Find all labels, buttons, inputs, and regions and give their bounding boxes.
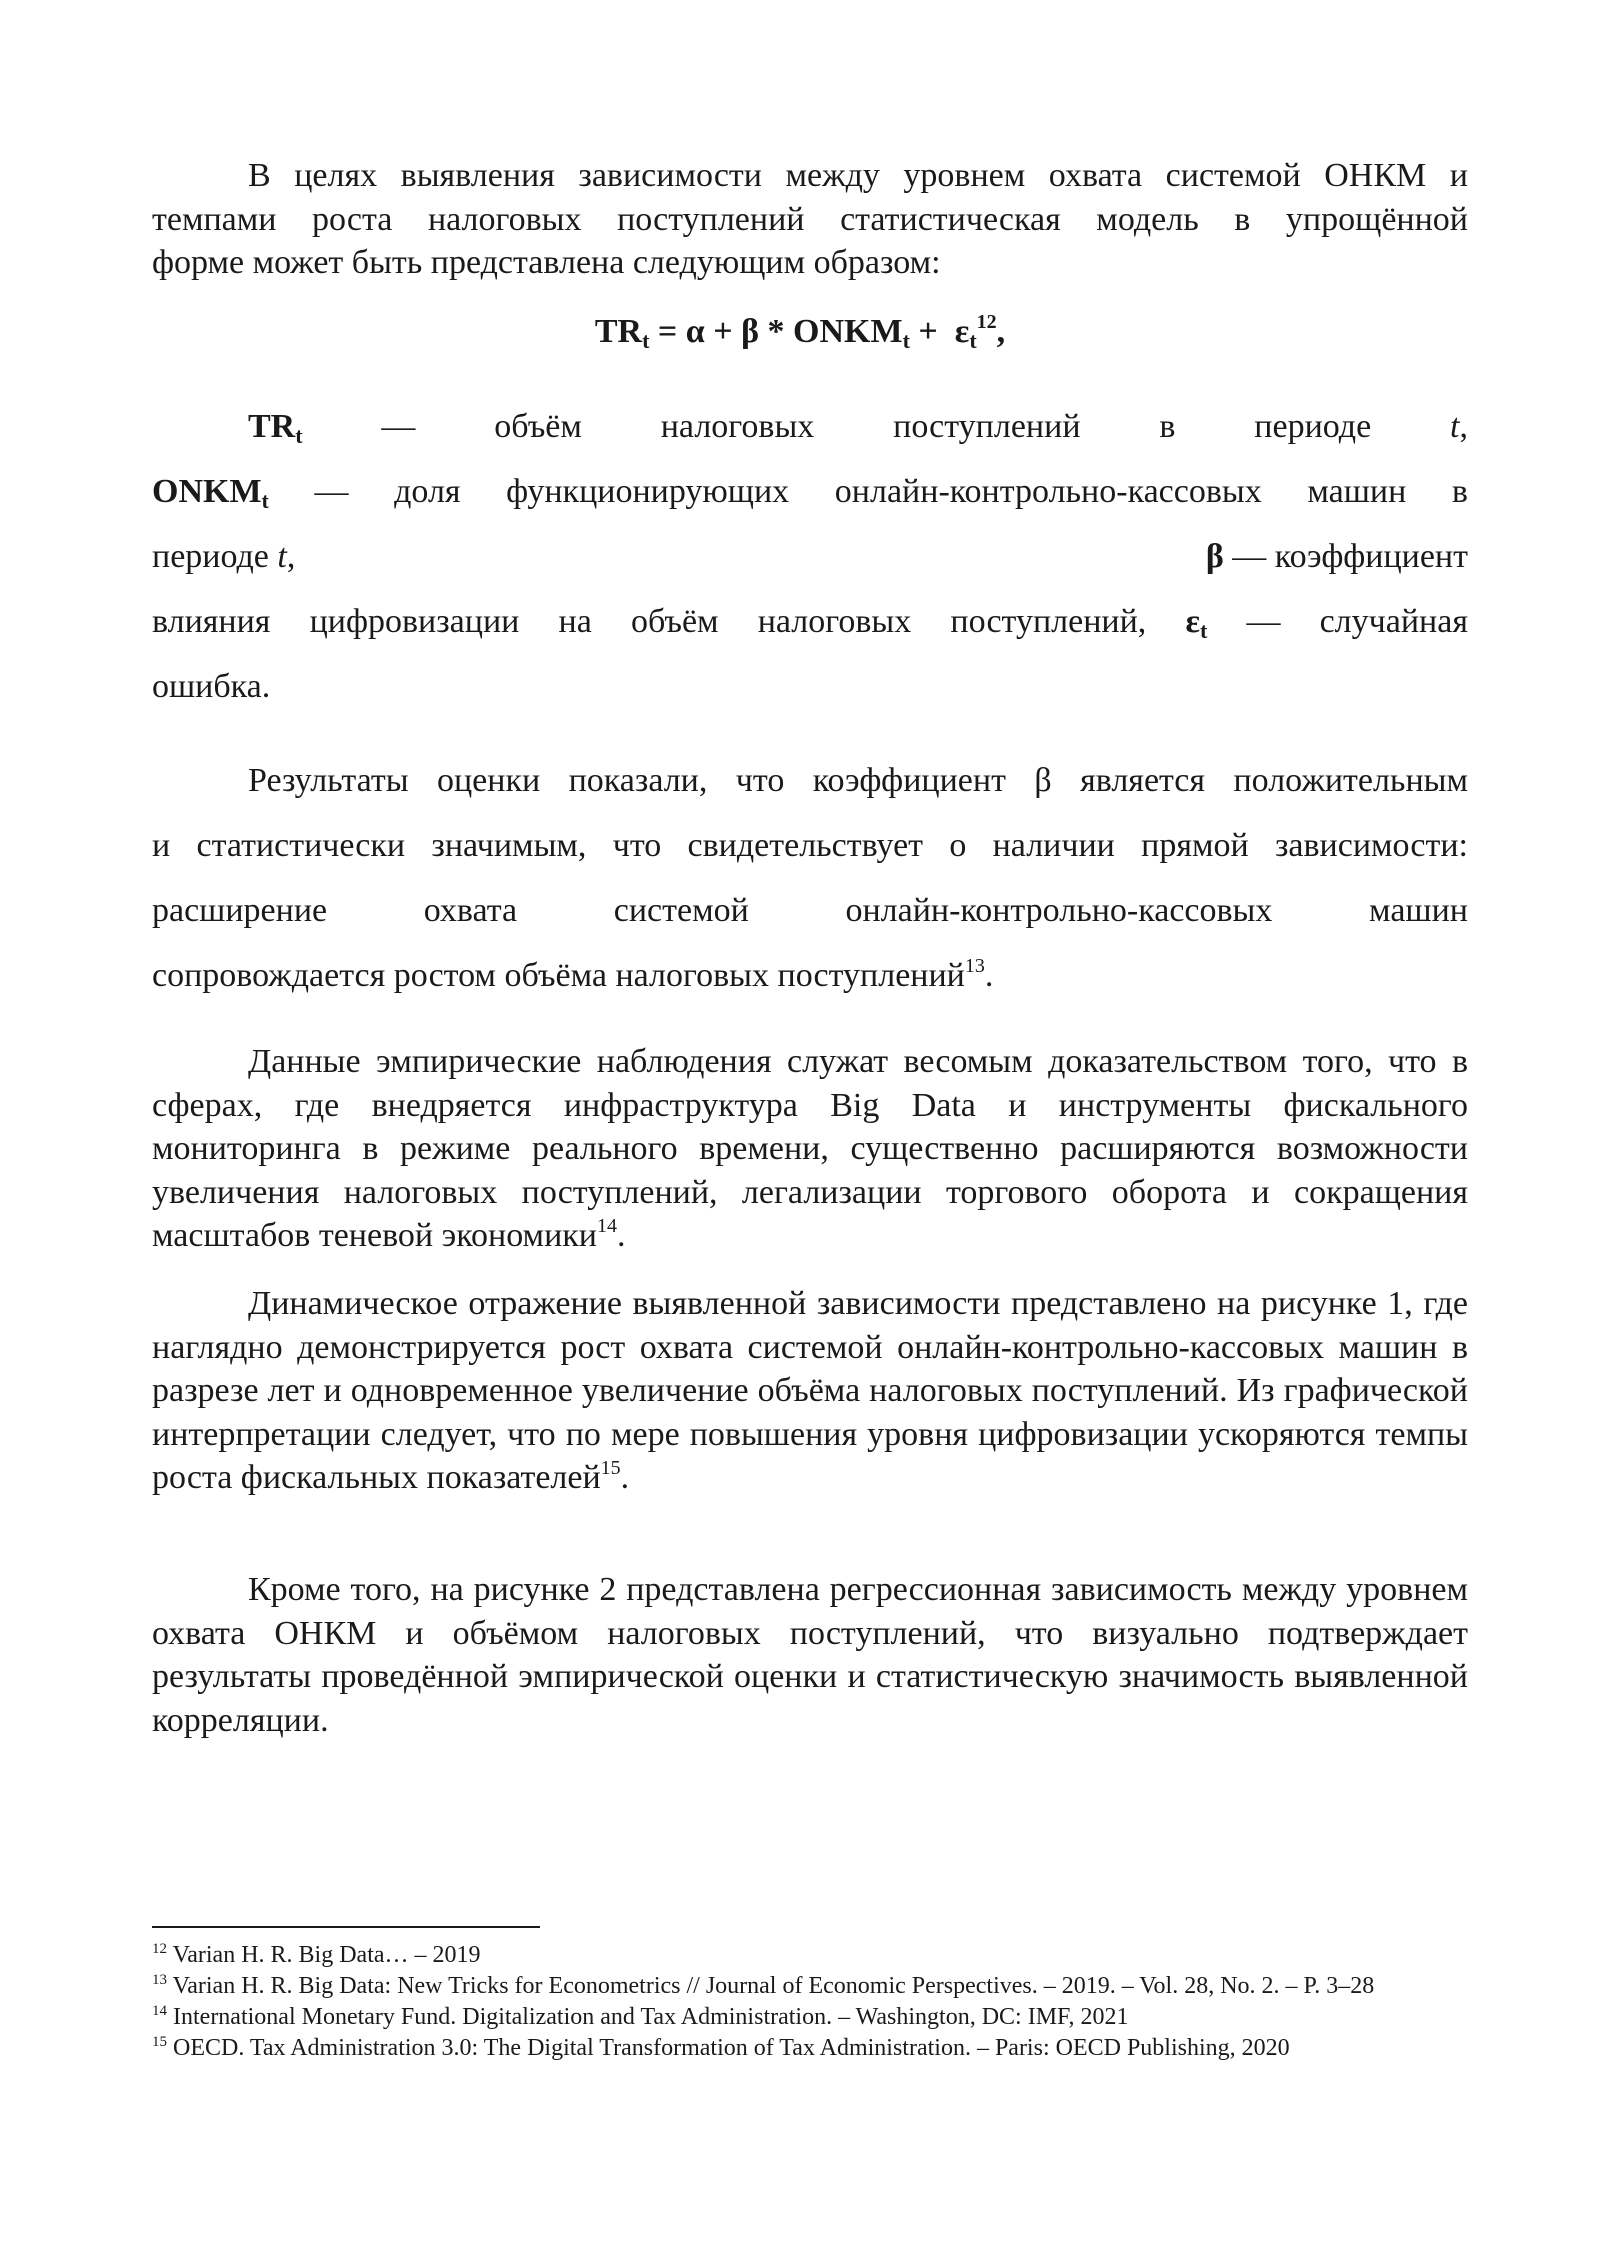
word: объём [630,603,719,640]
intro-line-2: темпами роста налоговых поступлений статистическая модель в упрощённой [152,200,1468,238]
formula-trail: , [996,313,1006,350]
word: в [1451,473,1468,510]
regression-formula [0,308,1600,356]
results-line-4: сопровождается ростом объёма налоговых поступлений$^{13}$. [152,955,994,994]
formula-sub: t [642,328,650,353]
word: влияния [152,603,271,640]
intro-paragraph [152,154,1468,285]
footnote-13: $^{13}$ Varian H. R. Big Data: New Tricks for Econometrics // Journal of Economic Perspectives. – 2019. – Vol. 28, No. 2. – P. 3–28 [152,1972,1375,1999]
footnote-12: $^{12}$ Varian H. R. Big Data… – 2019 [152,1941,481,1968]
word: онлайн-контрольно-кассовых [834,473,1262,510]
word: налоговых [660,408,815,445]
word: машин [1369,892,1468,929]
definition-row-5 [152,654,1468,719]
definition-row-2 [152,459,1468,524]
intro-line-1: В целях выявления зависимости между уровнем охвата системой ОНКМ и [248,157,1468,194]
word: налоговых [757,603,912,640]
dash: — [314,473,349,510]
word: ошибка. [152,668,271,705]
empirical-text: Данные эмпирические наблюдения служат весомым доказательством того, что в сферах, где внедряется инфраструктура Big Data и инструменты фискального мониторинга в режиме реального времени, существенно расширяются возможности увеличения налоговых поступлений, легализации торгового оборота и сокращения масштабов теневой экономики$^{14}$. [152,1043,1468,1254]
footnote-ref-15[interactable]: 15 [600,1457,621,1479]
results-paragraph [152,748,1468,1008]
results-line-3 [152,878,1468,943]
footnotes [152,1940,1468,2064]
regression-text: Кроме того, на рисунке 2 представлена регрессионная зависимость между уровнем охвата ОНКМ и объёмом налоговых поступлений, что визуально подтверждает результаты проведённой эмпирической оценки и статистическую значимость выявленной корреляции. [152,1571,1468,1739]
t-variable: t, [1450,408,1468,445]
results-line-2: и статистически значимым, что свидетельствует о наличии прямой зависимости: [152,827,1468,864]
footnote-14: $^{14}$ International Monetary Fund. Digitalization and Tax Administration. – Washington, DC: IMF, 2021 [152,2003,1129,2030]
definition-row-3 [152,524,1468,589]
formula-plus: + [909,313,947,350]
results-line-1: Результаты оценки показали, что коэффициент β является положительным [248,762,1468,799]
footnote-ref-13[interactable]: 13 [964,955,985,977]
word: поступлений, [950,603,1147,640]
dynamic-text: Динамическое отражение выявленной зависимости представлено на рисунке 1, где наглядно демонстрируется рост охвата системой онлайн-контрольно-кассовых машин в разрезе лет и одновременное увеличение объёма налоговых поступлений. Из графической интерпретации следует, что по мере повышения уровня цифровизации ускоряются темпы роста фискальных показателей$^{15}$. [152,1285,1468,1496]
word: машин [1307,473,1407,510]
word: поступлений [893,408,1081,445]
footnote-15: $^{15}$ OECD. Tax Administration 3.0: The Digital Transformation of Tax Administration. – Paris: OECD Publishing, 2020 [152,2034,1290,2061]
formula-body: = α + β * ONKM [649,313,903,350]
word: онлайн-контрольно-кассовых [845,892,1273,929]
word: доля [394,473,461,510]
definition-row-4 [152,589,1468,654]
epsilon-term: $\varepsilon_t$ [1185,603,1208,643]
word: случайная [1319,603,1468,640]
word: системой [613,892,749,929]
dash: — [381,408,416,445]
word: расширение [152,892,328,929]
word: функционирующих [506,473,790,510]
footnote-separator [152,1926,540,1928]
word: на [558,603,592,640]
formula-sub: t [969,328,977,353]
empirical-paragraph [152,1040,1468,1258]
formula-tr: TR [594,313,643,350]
intro-line-3: форме может быть представлена следующим образом: [152,244,941,281]
onkm-term: $ONKM_t$ [152,473,269,513]
word: объём [494,408,582,445]
word: периоде [1254,408,1372,445]
definition-row-1 [152,394,1468,459]
tr-term: $TR_t$ [248,408,303,448]
word: цифровизации [309,603,520,640]
period-t: периоде t, [152,538,296,575]
word: в [1159,408,1176,445]
formula-sub: t [902,328,910,353]
formula-epsilon: ε [954,313,970,350]
variable-definitions [152,394,1468,719]
word: охвата [423,892,518,929]
beta-definition: β — коэффициент [1205,538,1468,575]
dynamic-paragraph [152,1282,1468,1500]
footnote-ref-12[interactable]: 12 [976,311,997,333]
dash: — [1246,603,1281,640]
footnote-ref-14[interactable]: 14 [596,1215,617,1237]
regression-paragraph [152,1568,1468,1742]
